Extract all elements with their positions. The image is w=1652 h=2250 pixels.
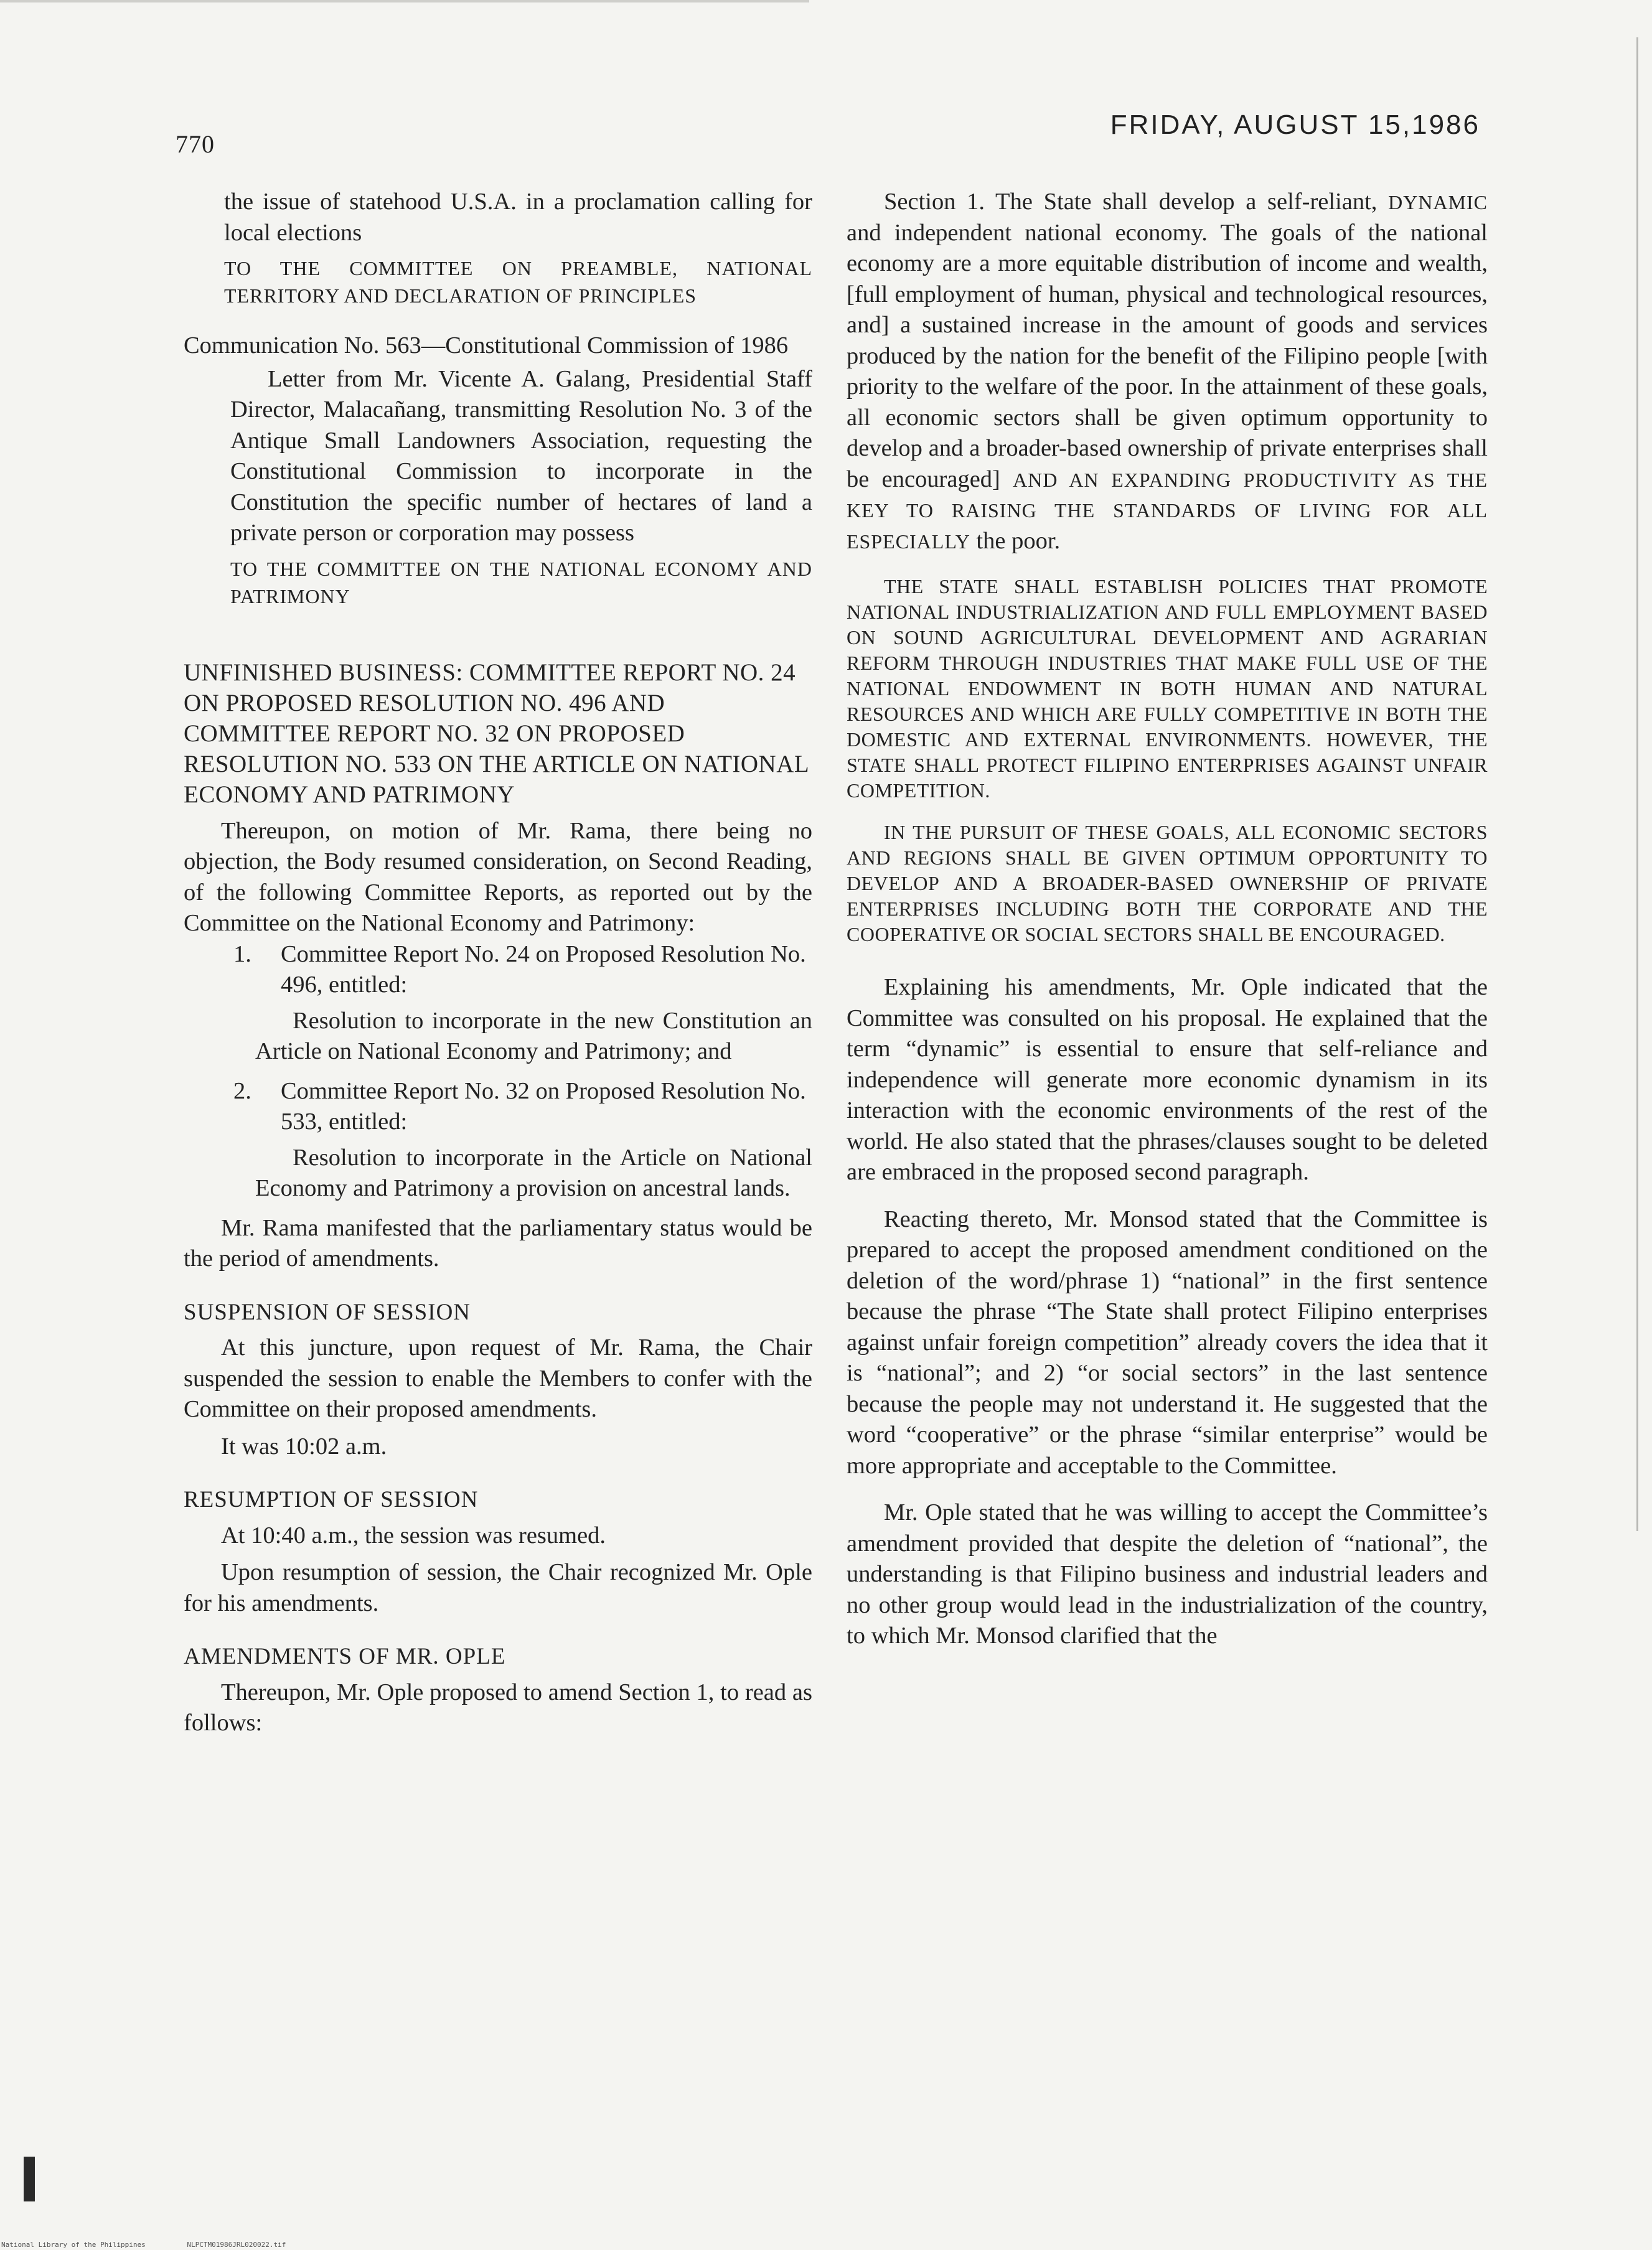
list-text: Committee Report No. 32 on Proposed Resolution No. 533, entitled: [281, 1077, 806, 1135]
scan-edge [0, 0, 809, 2]
recognized-paragraph: Upon resumption of session, the Chair recognized Mr. Ople for his amendments. [184, 1559, 812, 1616]
resolution-quote: Resolution to incorporate in the new Constitution an Article on National Economy and Patrimony; and [255, 1007, 812, 1064]
page-number: 770 [176, 130, 215, 158]
suspension-heading: SUSPENSION OF SESSION [184, 1299, 471, 1325]
suspension-time: It was 10:02 a.m. [221, 1433, 387, 1460]
reacting-paragraph: Reacting thereto, Mr. Monsod stated that the Committee is prepared to accept the proposed amendment conditioned on the deletion of the word/phrase 1) “national” in the first sentence because the phrase “The State shall protect Filipino enterprises against unfair foreign competition” already covers the idea that it is “national”; and 2) “or social sectors” in the last sentence because the people may not understand it. He suggested that the word “cooperative” or the phrase “similar enterprise” would be more appropriate and acceptable to the Committee. [847, 1206, 1488, 1479]
list-text: Committee Report No. 24 on Proposed Resolution No. 496, entitled: [281, 940, 806, 998]
section-1-opening: Section 1. The State shall develop a self-reliant, [884, 189, 1377, 215]
resumption-heading: RESUMPTION OF SESSION [184, 1487, 479, 1512]
list-item [184, 939, 812, 1001]
list-number: 1. [233, 940, 251, 967]
committee-report-list [184, 939, 812, 1204]
section-1-dynamic: DYNAMIC [1388, 191, 1488, 213]
amendment-paragraph-2: THE STATE SHALL ESTABLISH POLICIES THAT PROMOTE NATIONAL INDUSTRIALIZATION AND FULL EMPLOYMENT BASED ON SOUND AGRICULTURAL DEVELOPMENT AND AGRARIAN REFORM THROUGH INDUSTRIES THAT MAKE FULL USE OF THE NATIONAL ENDOWMENT IN BOTH HUMAN AND NATURAL RESOURCES AND WHICH ARE FULLY COMPETITIVE IN BOTH THE DOMESTIC AND EXTERNAL ENVIRONMENTS. HOWEVER, THE STATE SHALL PROTECT FILIPINO ENTERPRISES AGAINST UNFAIR COMPETITION. [847, 575, 1488, 802]
left-column [184, 187, 812, 1739]
page-date: FRIDAY, AUGUST 15,1986 [1110, 110, 1480, 140]
referral-national-economy: TO THE COMMITTEE ON THE NATIONAL ECONOMY AND PATRIMONY [230, 557, 812, 607]
unfinished-business-heading: UNFINISHED BUSINESS: COMMITTEE REPORT NO. 24 ON PROPOSED RESOLUTION NO. 496 AND COMMITTEE REPORT NO. 32 ON PROPOSED RESOLUTION NO. 533 ON THE ARTICLE ON NATIONAL ECONOMY AND PATRIMONY [184, 659, 809, 808]
amendment-paragraph-3: IN THE PURSUIT OF THESE GOALS, ALL ECONOMIC SECTORS AND REGIONS SHALL BE GIVEN OPTIMUM OPPORTUNITY TO DEVELOP AND A BROADER-BASED OWNERSHIP OF PRIVATE ENTERPRISES INCLUDING BOTH THE CORPORATE AND THE COOPERATIVE OR SOCIAL SECTORS SHALL BE ENCOURAGED. [847, 821, 1488, 945]
right-column [847, 187, 1488, 1652]
section-1-text [847, 187, 1488, 556]
list-item-quote [184, 1006, 812, 1067]
list-item [184, 1076, 812, 1138]
resumption-time: At 10:40 a.m., the session was resumed. [221, 1522, 606, 1549]
paragraph-statehood: the issue of statehood U.S.A. in a proclamation calling for local elections [224, 189, 812, 246]
section-1-body: and independent national economy. The goals of the national economy are a more equitable distribution of income and wealth, [full employment of human, physical and technological resources, and] a sustained increase in the amount of goods and services produced by the nation for the benefit of the Filipino people [with priority to the welfare of the poor. In the attainment of these goals, all economic sectors shall be given optimum opportunity to develop and a broader-based ownership of private enterprises shall be encouraged] [847, 219, 1488, 492]
footer-library: National Library of the Philippines [1, 2241, 146, 2249]
thereupon-paragraph: Thereupon, on motion of Mr. Rama, there being no objection, the Body resumed consideration, on Second Reading, of the following Committee Reports, as reported out by the Committee on the National Economy and Patrimony: [184, 817, 812, 936]
scan-gutter [1636, 37, 1638, 1531]
referral-preamble: TO THE COMMITTEE ON PREAMBLE, NATIONAL TERRITORY AND DECLARATION OF PRINCIPLES [224, 257, 812, 307]
explaining-paragraph: Explaining his amendments, Mr. Ople indicated that the Committee was consulted on his proposal. He explained that the term “dynamic” is essential to ensure that self-reliance and independence will generate more economic dynamism in its interaction with the economic environments of the rest of the world. He also stated that the phrases/clauses sought to be deleted are embraced in the proposed second paragraph. [847, 974, 1488, 1185]
section-1-caps: AND AN EXPANDING PRODUCTIVITY AS THE KEY TO RAISING THE STANDARDS OF LIVING FOR ALL ESPECIALLY [847, 468, 1488, 553]
suspension-paragraph: At this juncture, upon request of Mr. Rama, the Chair suspended the session to enable the Members to confer with the Committee on their proposed amendments. [184, 1334, 812, 1422]
communication-title: Communication No. 563—Constitutional Commission of 1986 [184, 332, 789, 359]
scan-mark [24, 2157, 35, 2201]
ople-proposed-paragraph: Thereupon, Mr. Ople proposed to amend Section 1, to read as follows: [184, 1679, 812, 1736]
letter-paragraph: Letter from Mr. Vicente A. Galang, Presidential Staff Director, Malacañang, transmitting Resolution No. 3 of the Antique Small Landowners Association, requesting the Constitutional Commission to incorporate in the Constitution the specific number of hectares of land a private person or corporation may possess [230, 365, 812, 546]
scan-footer [1, 2241, 323, 2249]
amendments-heading: AMENDMENTS OF MR. OPLE [184, 1644, 506, 1669]
footer-file: NLPCTM01986JRL020022.tif [187, 2241, 286, 2249]
section-1-end: the poor. [976, 527, 1061, 554]
rama-manifest: Mr. Rama manifested that the parliamentary status would be the period of amendments. [184, 1214, 812, 1272]
list-number: 2. [233, 1077, 251, 1104]
resolution-quote: Resolution to incorporate in the Article on National Economy and Patrimony a provision on ancestral lands. [255, 1144, 812, 1201]
ople-willing-paragraph: Mr. Ople stated that he was willing to accept the Committee’s amendment provided that despite the deletion of “national”, the understanding is that Filipino business and industrial leaders and no other group would lead in the industrialization of the country, to which Mr. Monsod clarified that the [847, 1499, 1488, 1649]
list-item-quote [184, 1143, 812, 1204]
